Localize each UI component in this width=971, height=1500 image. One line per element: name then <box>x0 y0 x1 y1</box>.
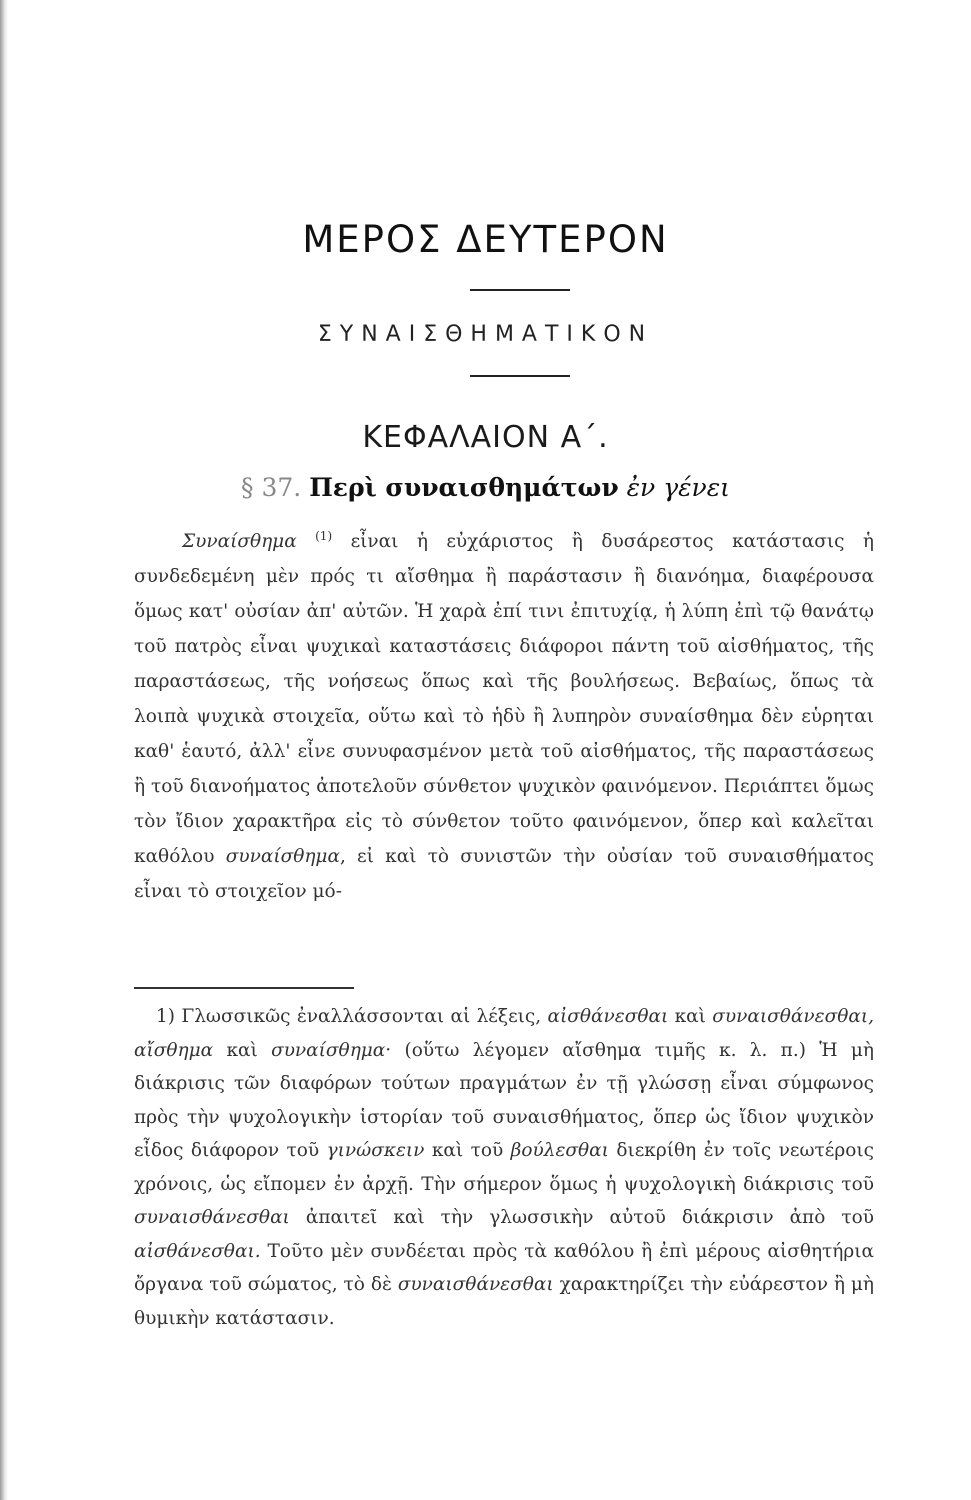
footnote-term: βούλεσθαι <box>510 1140 609 1161</box>
footnote-text: Τοῦτο μὲν συνδέεται πρὸς τὰ καθόλου ἢ ἐπὶ μέρους αἰσθητήρια ὄργανα τοῦ σώματος, τὸ δὲ <box>134 1240 874 1295</box>
paragraph-heading <box>0 473 971 502</box>
footnote-text: (οὕτω λέγομεν αἴσθημα τιμῆς κ. λ. π.) Ἡ μὴ διάκρισις τῶν διαφόρων τούτων πραγμάτων ἐν τῇ γλώσσῃ εἶναι σύμφωνος πρὸς τὴν ψυχολογικὴν ἱστορίαν τοῦ συναισθήματος, ὅπερ ὡς ἴδιον ψυχικὸν εἶδος διάφορον τοῦ <box>134 1039 875 1161</box>
footnote-term: συναισθάνεσθαι <box>134 1207 290 1228</box>
section-title: ΣΥΝΑΙΣΘΗΜΑΤΙΚΟΝ <box>317 322 654 347</box>
footnote-divider <box>134 987 354 989</box>
footnote-text: χαρακτηρίζει τὴν εὐάρεστον ἢ μὴ θυμικὴν κατάστασιν. <box>134 1274 874 1329</box>
lead-term: Συναίσθημα <box>182 531 297 552</box>
footnote-text: ἀπαιτεῖ καὶ τὴν γλωσσικὴν αὐτοῦ διάκρισιν ἀπὸ τοῦ <box>305 1207 874 1228</box>
footnote-marker: (1) <box>315 528 333 543</box>
body-text-1: εἶναι ἡ εὐχάριστος ἢ δυσάρεστος κατάστασις ἡ συνδεδεμένη μὲν πρός τι αἴσθημα ἢ παράστασιν ἢ διανόημα, διαφέρουσα ὅμως κατ' οὐσίαν ἀπ' αὐτῶν. Ἡ χαρὰ ἐπί τινι ἐπιτυχίᾳ, ἡ λύπη ἐπὶ τῷ θανάτῳ τοῦ πατρὸς εἶναι ψυχικαὶ καταστάσεις διάφοροι πάντη τοῦ αἰσθήματος, τῆς παραστάσεως, τῆς νοήσεως ὅπως καὶ τῆς βουλήσεως. Βεβαίως, ὅπως τὰ λοιπὰ ψυχικὰ στοιχεῖα, οὕτω καὶ τὸ ἡδὺ ἢ λυπηρὸν συναίσθημα δὲν εὑρηται καθ' ἑαυτό, ἀλλ' εἶνε συνυφασμένον μετὰ τοῦ αἰσθήματος, τῆς παραστάσεως ἢ τοῦ διανοήματος ἀποτελοῦν σύνθετον ψυχικὸν φαινόμενον. Περιάπτει ὅμως τὸν ἴδιον χαρακτῆρα εἰς τὸ σύνθετον τοῦτο φαινόμενον, ὅπερ καὶ καλεῖται καθόλου <box>134 531 874 867</box>
body-term-2: συναίσθημα <box>225 846 340 867</box>
body-text-2: , εἰ καὶ τὸ συνιστῶν τὴν οὐσίαν τοῦ συναισθήματος εἶναι τὸ στοιχεῖον μό- <box>134 846 874 902</box>
footnote-term: αἰσθάνεσθαι. <box>134 1240 261 1262</box>
footnote-term: συναισθάνεσθαι, αἴσθημα <box>134 1006 874 1061</box>
footnote-term: αἰσθάνεσθαι <box>547 1006 669 1027</box>
divider-rule-bottom <box>470 375 570 377</box>
footnote-number: 1) <box>156 1006 175 1027</box>
footnote-text: καὶ <box>226 1039 258 1061</box>
heading-text: Περὶ συναισθημάτων <box>309 473 619 502</box>
footnote <box>134 1000 874 1335</box>
footnote-text: καὶ τοῦ <box>431 1140 504 1161</box>
footnote-text: Γλωσσικῶς ἐναλλάσσονται αἱ λέξεις, <box>181 1006 542 1027</box>
footnote-text: διεκρίθη ἐν τοῖς νεωτέροις χρόνοις, ὡς εἴπομεν ἐν ἀρχῇ. Τὴν σήμερον ὅμως ἡ ψυχολογικὴ διάκρισις τοῦ <box>134 1140 874 1195</box>
paragraph-number: § 37. <box>241 473 302 502</box>
footnote-text: καὶ <box>674 1006 706 1027</box>
chapter-title: ΚΕΦΑΛΑΙΟΝ Α΄. <box>362 420 609 455</box>
footnote-term: συναίσθημα· <box>271 1039 392 1061</box>
footnote-term: συναισθάνεσθαι <box>397 1274 554 1295</box>
body-paragraph <box>134 524 874 909</box>
divider-rule-top <box>470 289 570 291</box>
part-title: ΜΕΡΟΣ ΔΕΥΤΕΡΟΝ <box>302 218 669 261</box>
footnote-term: γινώσκειν <box>326 1140 425 1161</box>
heading-text-italic: ἐν γένει <box>626 473 730 502</box>
